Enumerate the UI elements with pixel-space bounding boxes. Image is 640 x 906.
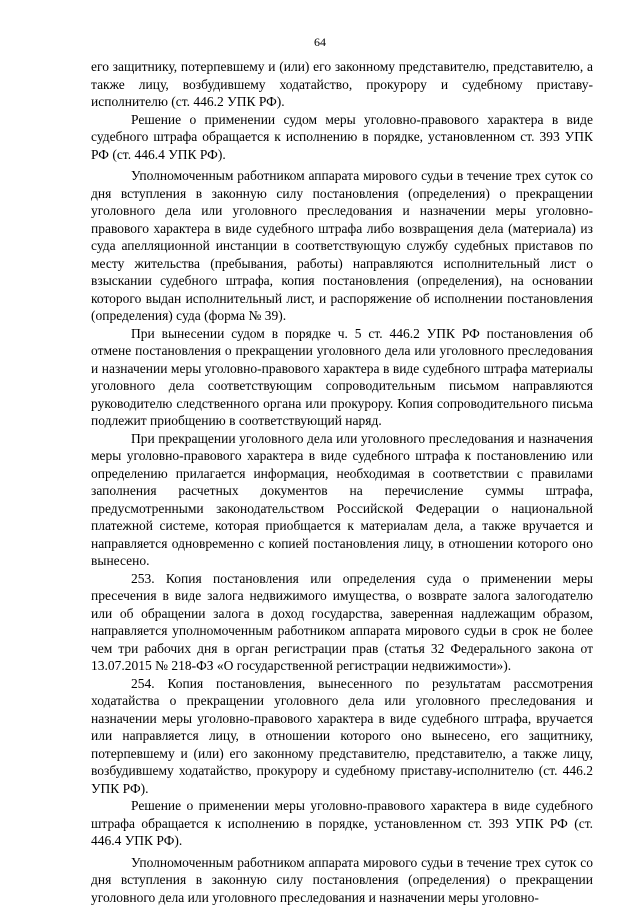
paragraph-254: 254. Копия постановления, вынесенного по результатам рассмотрения ходатайства о прекращении уголовного дела или уголовного преследования и назначении меры уголовно-правового характера в виде судебного штрафа, вручается или направляется лицу, в отношении которого оно вынесено, его защитнику, потерпевшему и (или) его законному представителю, представителю, а также лицу, возбудившему ходатайство, прокурору и судебному приставу-исполнителю (ст. 446.2 УПК РФ).	[91, 675, 593, 798]
paragraph-enforcement-documents: Уполномоченным работником аппарата мирового судьи в течение трех суток со дня вступления в законную силу постановления (определения) о прекращении уголовного дела или уголовного преследования и назначении меры уголовно-правового характера в виде судебного штрафа либо возвращения дела (материала) из суда апелляционной инстанции в соответствующую службу судебных приставов по месту жительства (пребывания, работы) направляются исполнительный лист о взыскании судебного штрафа, копия постановления (определения), на основании которого выдан исполнительный лист, и распоряжение об исполнении постановления (определения) суда (форма № 39).	[91, 167, 593, 325]
paragraph-cancellation: При вынесении судом в порядке ч. 5 ст. 446.2 УПК РФ постановления об отмене постановления о прекращении уголовного дела или уголовного преследования и назначении меры уголовно-правового характера в виде судебного штрафа материалы уголовного дела соответствующим сопроводительным письмом направляются руководителю следственного органа или прокурору. Копия сопроводительного письма подлежит приобщению в соответствующий наряд.	[91, 325, 593, 430]
paragraph-253: 253. Копия постановления или определения суда о применении меры пресечения в виде залога недвижимого имущества, о возврате залога залогодателю или об обращении залога в доход государства, заверенная надлежащим образом, направляется уполномоченным работником аппарата мирового судьи в срок не более чем три рабочих дня в орган регистрации прав (статья 32 Федерального закона от 13.07.2015 № 218-ФЗ «О государственной регистрации недвижимости»).	[91, 570, 593, 675]
paragraph-decision-execution: Решение о применении меры уголовно-правового характера в виде судебного штрафа обращается к исполнению в порядке, установленном ст. 393 УПК РФ (ст. 446.4 УПК РФ).	[91, 797, 593, 850]
paragraph-continuation: его защитнику, потерпевшему и (или) его законному представителю, представителю, а также лицу, возбудившему ходатайство, прокурору и судебному приставу-исполнителю (ст. 446.2 УПК РФ).	[91, 58, 593, 111]
page-body	[91, 58, 593, 906]
page-number: 64	[0, 35, 640, 49]
paragraph-final: Уполномоченным работником аппарата мирового судьи в течение трех суток со дня вступления в законную силу постановления (определения) о прекращении уголовного дела или уголовного преследования и назначении меры уголовно-	[91, 854, 593, 906]
paragraph-fine-execution: Решение о применении судом меры уголовно-правового характера в виде судебного штрафа обращается к исполнению в порядке, установленном ст. 393 УПК РФ (ст. 446.4 УПК РФ).	[91, 111, 593, 164]
paragraph-payment-info: При прекращении уголовного дела или уголовного преследования и назначения меры уголовно-правового характера в виде судебного штрафа к постановлению или определению прилагается информация, необходимая в соответствии с правилами заполнения расчетных документов на перечисление суммы штрафа, предусмотренными законодательством Российской Федерации о национальной платежной системе, которая приобщается к материалам дела, а также вручается и направляется одновременно с копией постановления лицу, в отношении которого оно вынесено.	[91, 430, 593, 570]
